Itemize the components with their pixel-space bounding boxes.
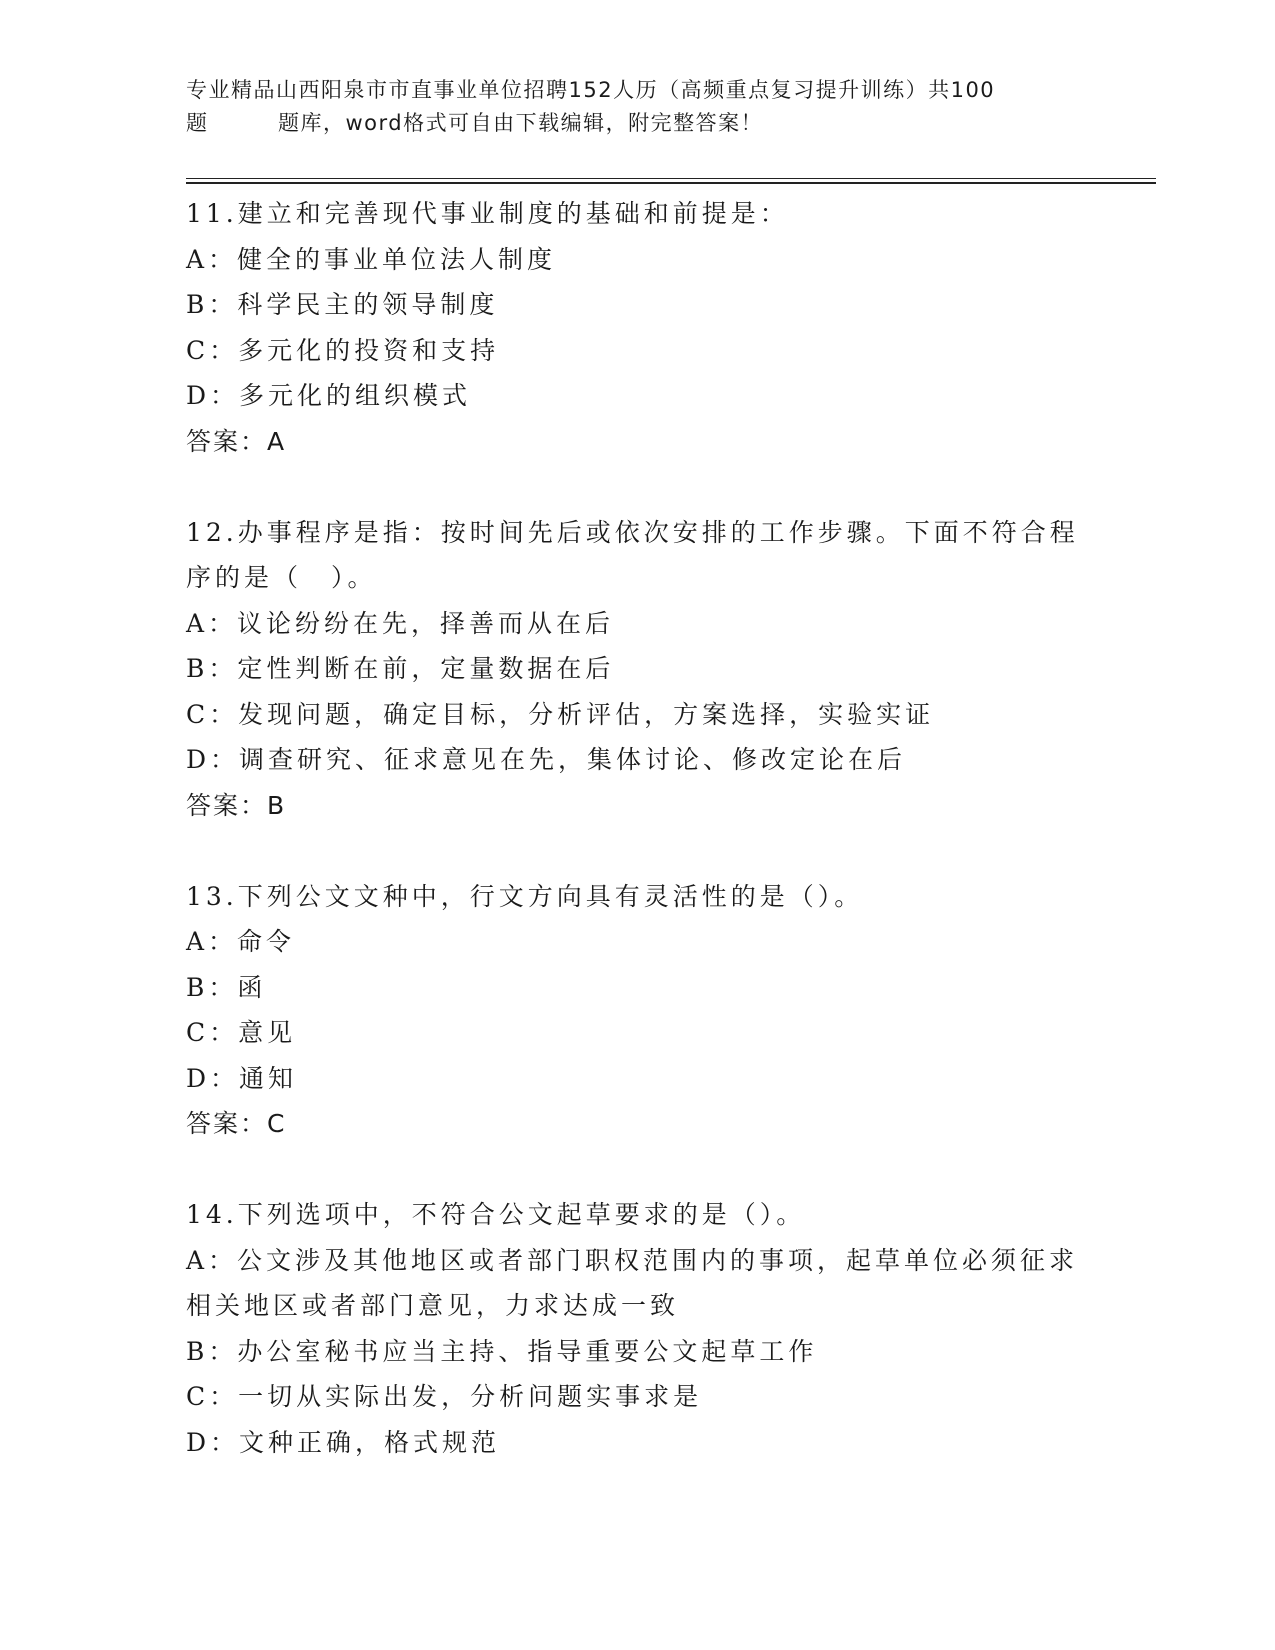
header-line-2 bbox=[186, 107, 1086, 140]
answer-option: 相关地区或者部门意见，力求达成一致 bbox=[186, 1291, 680, 1320]
answer-option: A：健全的事业单位法人制度 bbox=[186, 244, 557, 274]
answer-option: A：议论纷纷在先，择善而从在后 bbox=[186, 608, 615, 638]
question-block bbox=[186, 874, 1086, 1147]
question-list bbox=[186, 191, 1086, 1465]
document-header bbox=[186, 74, 1086, 140]
answer-option: C：一切从实际出发，分析问题实事求是 bbox=[186, 1382, 703, 1411]
answer-key: 答案：B bbox=[186, 790, 287, 820]
question-spacer bbox=[186, 828, 1086, 874]
question-stem: 11.建立和完善现代事业制度的基础和前提是： bbox=[186, 199, 789, 228]
question-spacer bbox=[186, 1147, 1086, 1193]
answer-option: B：定性判断在前，定量数据在后 bbox=[186, 654, 615, 683]
question-stem: 序的是（ ）。 bbox=[186, 563, 377, 592]
answer-option: C：意见 bbox=[186, 1018, 297, 1047]
answer-option: D：通知 bbox=[186, 1063, 298, 1093]
header-line-1: 专业精品山西阳泉市市直事业单位招聘152人历（高频重点复习提升训练）共100 bbox=[186, 78, 996, 102]
answer-option: A：命令 bbox=[186, 927, 296, 956]
answer-option: D：多元化的组织模式 bbox=[186, 381, 472, 410]
header-line-2-lead: 题 bbox=[186, 111, 209, 135]
answer-option: A：公文涉及其他地区或者部门职权范围内的事项，起草单位必须征求 bbox=[186, 1245, 1079, 1275]
answer-option: D：调查研究、征求意见在先，集体讨论、修改定论在后 bbox=[186, 745, 907, 774]
answer-option: D：文种正确，格式规范 bbox=[186, 1427, 501, 1457]
answer-option: C：发现问题，确定目标，分析评估，方案选择，实验实证 bbox=[186, 699, 935, 729]
answer-key: 答案：A bbox=[186, 426, 287, 456]
answer-option: C：多元化的投资和支持 bbox=[186, 335, 500, 365]
question-spacer bbox=[186, 464, 1086, 510]
question-block bbox=[186, 191, 1086, 464]
header-rule-thick bbox=[186, 182, 1156, 184]
header-line-2-rest: 题库，word格式可自由下载编辑，附完整答案！ bbox=[278, 111, 764, 135]
header-rule-thin bbox=[186, 178, 1156, 179]
answer-option: B：办公室秘书应当主持、指导重要公文起草工作 bbox=[186, 1336, 818, 1366]
question-stem: 14.下列选项中，不符合公文起草要求的是（）。 bbox=[186, 1200, 806, 1229]
answer-option: B：科学民主的领导制度 bbox=[186, 290, 499, 319]
question-stem: 12.办事程序是指：按时间先后或依次安排的工作步骤。下面不符合程 bbox=[186, 517, 1079, 547]
question-block bbox=[186, 1192, 1086, 1465]
question-block bbox=[186, 510, 1086, 829]
question-stem: 13.下列公文文种中，行文方向具有灵活性的是（）。 bbox=[186, 881, 864, 911]
answer-key: 答案：C bbox=[186, 1109, 287, 1138]
answer-option: B：函 bbox=[186, 972, 267, 1002]
